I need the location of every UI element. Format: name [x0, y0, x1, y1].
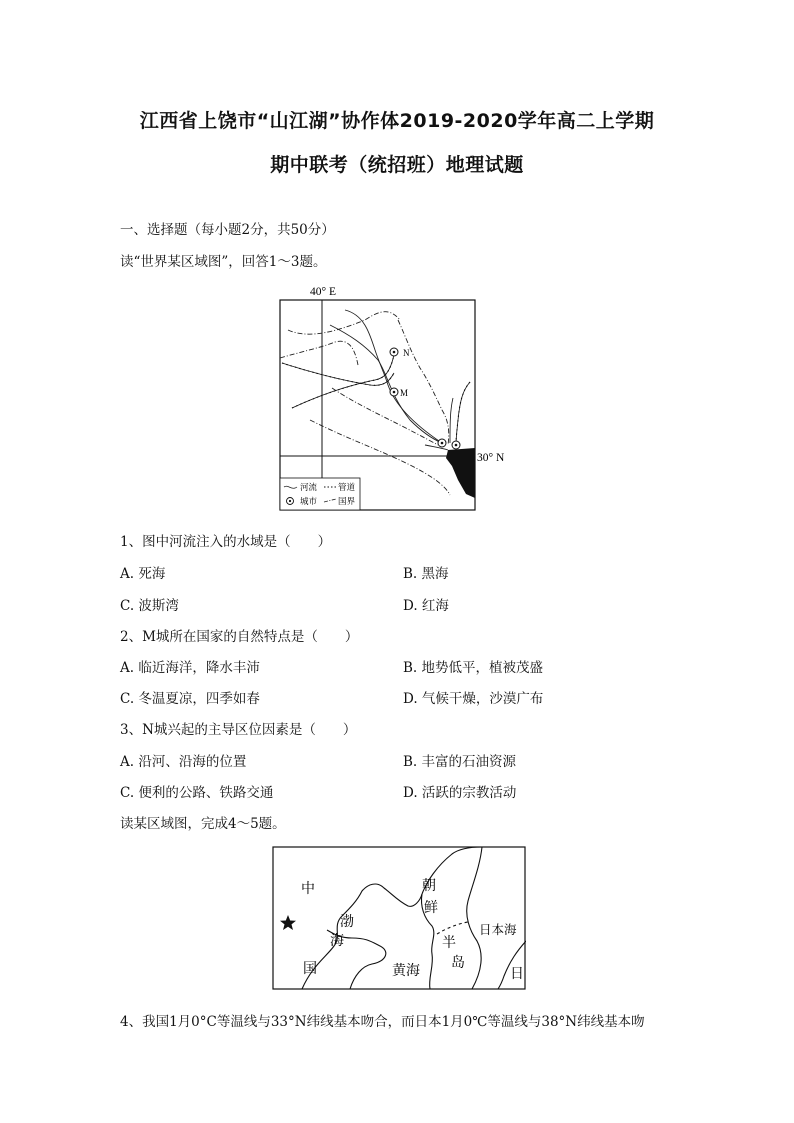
question-4-stem: 4、我国1月0°C等温线与33°N纬线基本吻合，而日本1月0℃等温线与38°N纬线基本吻	[120, 1014, 645, 1030]
legend-pipeline-label: 管道	[338, 483, 356, 493]
question-2-option-c[interactable]: C. 冬温夏凉，四季如春	[120, 691, 260, 707]
label-xian: 鲜	[424, 900, 438, 916]
question-1-option-a[interactable]: A. 死海	[120, 566, 166, 582]
question-3-option-a[interactable]: A. 沿河、沿海的位置	[120, 754, 247, 770]
title-line-1: 江西省上饶市“山江湖”协作体2019-2020学年高二上学期	[139, 110, 655, 132]
east-asia-region-map	[272, 846, 526, 990]
label-bo: 渤	[340, 914, 354, 930]
question-2-option-b[interactable]: B. 地势低平，植被茂盛	[403, 660, 544, 676]
label-guo: 国	[303, 961, 317, 977]
label-hai: 海	[330, 933, 344, 949]
city-n-label: N	[403, 348, 410, 358]
question-3-stem: 3、N城兴起的主导区位因素是（ ）	[120, 722, 357, 738]
question-2-stem: 2、M城所在国家的自然特点是（ ）	[120, 629, 359, 645]
question-1-option-d[interactable]: D. 红海	[403, 598, 449, 614]
label-yellow-sea: 黄海	[392, 963, 420, 979]
longitude-label: 40° E	[310, 286, 336, 298]
label-zhong: 中	[301, 881, 315, 897]
question-3-option-c[interactable]: C. 便利的公路、铁路交通	[120, 785, 274, 801]
question-2-option-a[interactable]: A. 临近海洋，降水丰沛	[120, 660, 260, 676]
city-m-label: M	[400, 388, 409, 398]
question-1-option-b[interactable]: B. 黑海	[403, 566, 449, 582]
label-ban: 半	[442, 935, 456, 951]
question-3-option-d[interactable]: D. 活跃的宗教活动	[403, 785, 517, 801]
legend-river-label: 河流	[300, 483, 318, 493]
intro-map-1: 读“世界某区域图”，回答1～3题。	[120, 254, 327, 270]
intro-map-2: 读某区域图，完成4～5题。	[120, 816, 286, 832]
label-dao: 岛	[451, 955, 465, 971]
legend-border-label: 国界	[338, 497, 356, 507]
question-3-option-b[interactable]: B. 丰富的石油资源	[403, 754, 517, 770]
question-2-option-d[interactable]: D. 气候干燥，沙漠广布	[403, 691, 544, 707]
section-heading: 一、选择题（每小题2分，共50分）	[120, 222, 335, 238]
title-line-2: 期中联考（统招班）地理试题	[270, 154, 524, 176]
world-region-map	[270, 280, 530, 516]
latitude-label: 30° N	[477, 452, 505, 464]
label-chao: 朝	[422, 878, 436, 894]
question-1-stem: 1、图中河流注入的水域是（ ）	[120, 534, 332, 550]
question-1-option-c[interactable]: C. 波斯湾	[120, 598, 179, 614]
label-ri: 日	[510, 966, 524, 982]
legend-city-label: 城市	[300, 497, 318, 507]
label-sea-of-japan: 日本海	[479, 922, 517, 937]
